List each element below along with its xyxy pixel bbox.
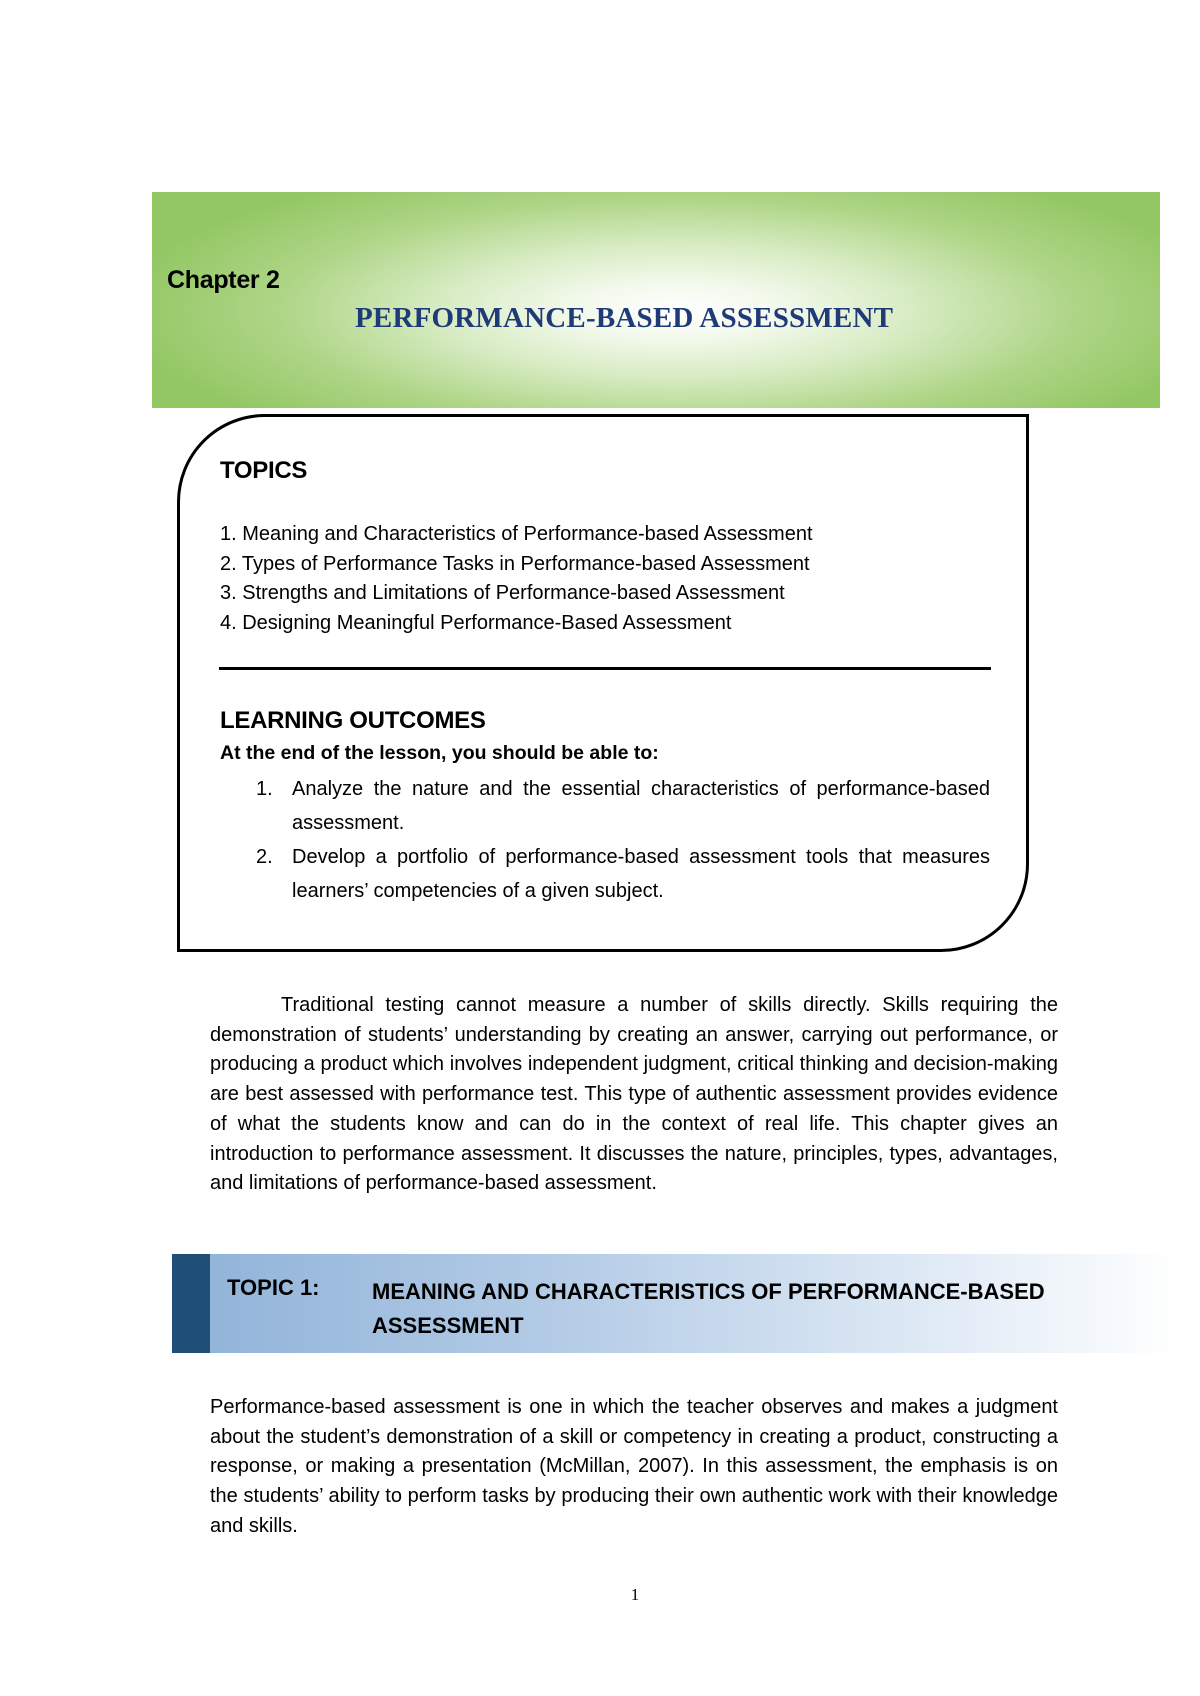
topic-item: 1. Meaning and Characteristics of Performance-based Assessment (220, 523, 813, 545)
topic-item: 3. Strengths and Limitations of Performance-based Assessment (220, 582, 785, 605)
outcomes-lead-in: At the end of the lesson, you should be able to: (220, 742, 659, 764)
chapter-title: PERFORMANCE-BASED ASSESSMENT (355, 302, 894, 334)
outcome-number: 1. (256, 778, 273, 800)
outcome-text: Develop a portfolio of performance-based assessment tools that measures learners’ competencies of a given subject. (292, 846, 990, 902)
chapter-banner (152, 192, 1160, 408)
topic-paragraph: Performance-based assessment is one in which the teacher observes and makes a judgment about the student’s demonstration of a skill or competency in creating a product, constructing a response, or making a presentation (McMillan, 2007). In this assessment, the emphasis is on the students’ ability to perform tasks by producing their own authentic work with their knowledge and skills. (210, 1396, 1058, 1537)
topic-item: 4. Designing Meaningful Performance-Based Assessment (220, 611, 732, 634)
outcome-item (220, 772, 990, 840)
topic-number: TOPIC 1: (227, 1275, 320, 1300)
outcome-item (220, 840, 990, 908)
outcome-text: Analyze the nature and the essential characteristics of performance-based assessment. (292, 778, 990, 834)
topics-list (220, 520, 813, 638)
topic-title: MEANING AND CHARACTERISTICS OF PERFORMANCE-BASED ASSESSMENT (372, 1279, 1045, 1338)
outcome-number: 2. (256, 846, 273, 868)
box-divider (219, 667, 991, 670)
topics-heading: TOPICS (220, 457, 308, 484)
chapter-label: Chapter 2 (167, 266, 280, 294)
intro-paragraph: Traditional testing cannot measure a number of skills directly. Skills requiring the demonstration of students’ understanding by creating an answer, carrying out performance, or producing a product which involves independent judgment, critical thinking and decision-making are best assessed with performance test. This type of authentic assessment provides evidence of what the students know and can do in the context of real life. This chapter gives an introduction to performance assessment. It discusses the nature, principles, types, advantages, and limitations of performance-based assessment. (210, 994, 1058, 1195)
outcomes-list (220, 772, 990, 908)
page-number: 1 (630, 1585, 640, 1604)
learning-outcomes-heading: LEARNING OUTCOMES (220, 707, 486, 734)
topic-heading-accent (172, 1254, 210, 1353)
topic-item: 2. Types of Performance Tasks in Performance-based Assessment (220, 552, 810, 575)
